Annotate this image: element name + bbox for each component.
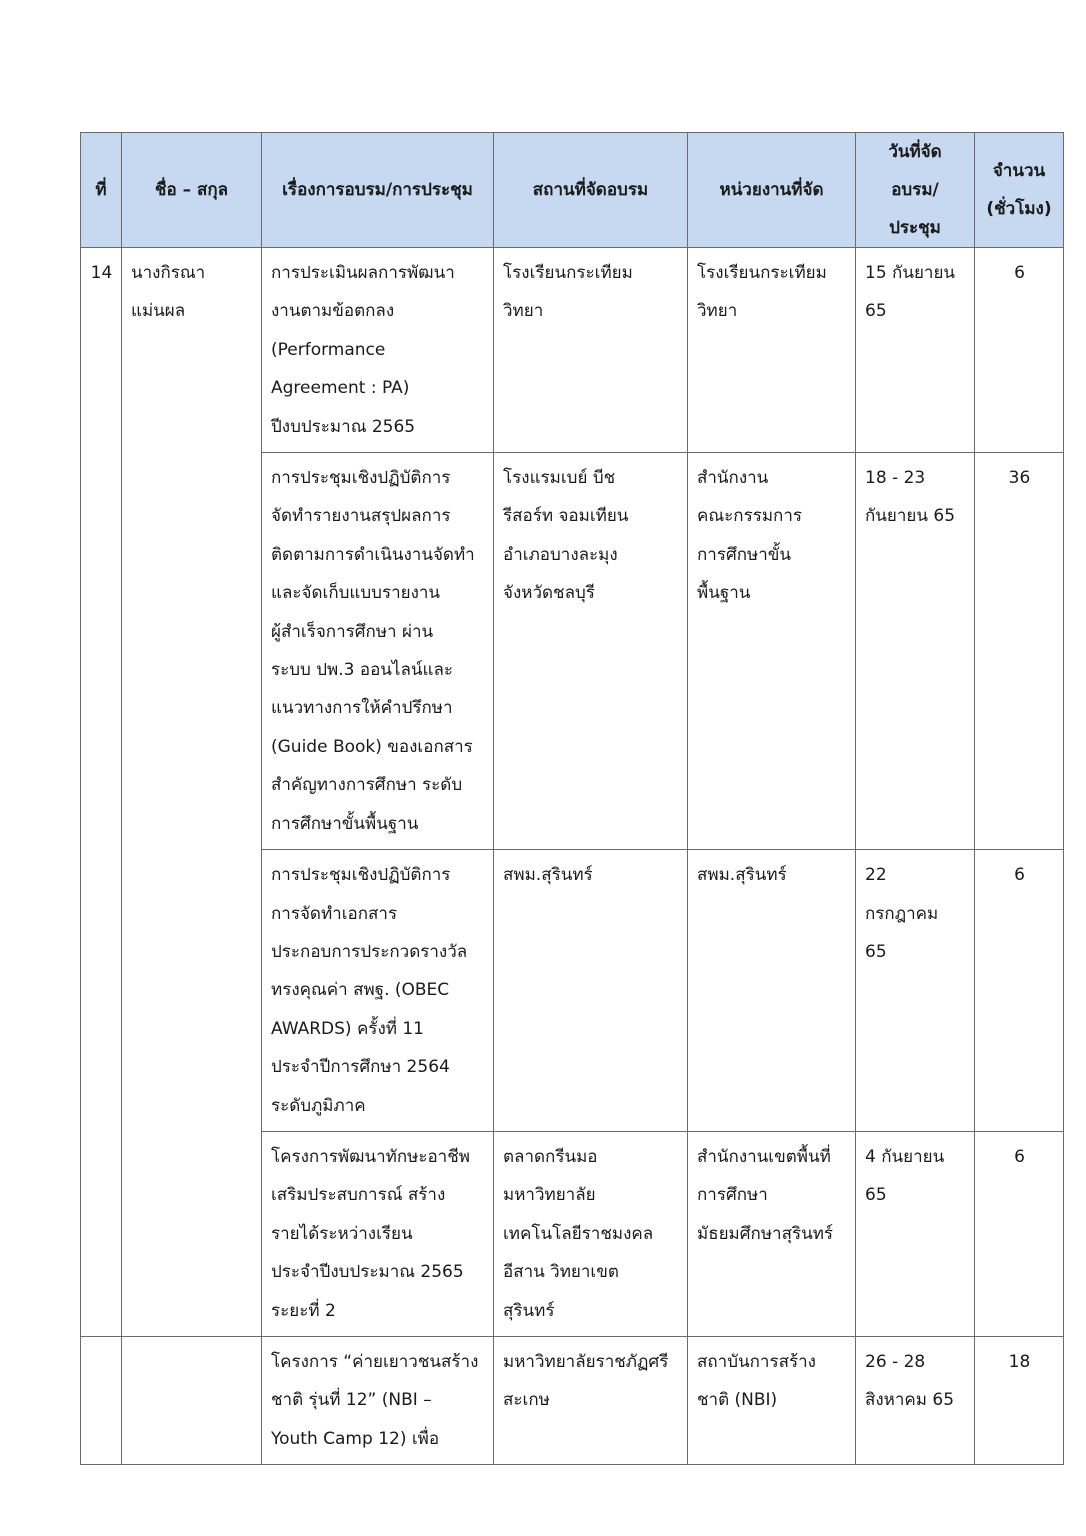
header-name: ชื่อ – สกุล <box>122 133 262 248</box>
venue-cell: สพม.สุรินทร์ <box>494 850 688 1132</box>
topic-cell: โครงการ “ค่ายเยาวชนสร้าง ชาติ รุ่นที่ 12” (NBI – Youth Camp 12) เพื่อ <box>262 1336 494 1464</box>
organizer-cell: สำนักงานเขตพื้นที่ การศึกษา มัธยมศึกษาสุรินทร์ <box>688 1131 856 1336</box>
hours-cell: 6 <box>975 248 1064 453</box>
venue-cell: โรงเรียนกระเทียม วิทยา <box>494 248 688 453</box>
hours-cell: 6 <box>975 1131 1064 1336</box>
header-date: วันที่จัด อบรม/ ประชุม <box>856 133 975 248</box>
date-cell: 26 - 28 สิงหาคม 65 <box>856 1336 975 1464</box>
topic-cell: การประชุมเชิงปฏิบัติการ จัดทำรายงานสรุปผลการ ติดตามการดำเนินงานจัดทำ และจัดเก็บแบบรายงาน ผู้สำเร็จการศึกษา ผ่าน ระบบ ปพ.3 ออนไลน์และ แนวทางการให้คำปรึกษา (Guide Book) ของเอกสาร สำคัญทางการศึกษา ระดับ การศึกษาขั้นพื้นฐาน <box>262 453 494 850</box>
date-cell: 18 - 23 กันยายน 65 <box>856 453 975 850</box>
table-row <box>81 1336 1064 1464</box>
person-name <box>122 1336 262 1464</box>
date-cell: 15 กันยายน 65 <box>856 248 975 453</box>
hours-cell: 18 <box>975 1336 1064 1464</box>
date-cell: 22 กรกฎาคม 65 <box>856 850 975 1132</box>
organizer-cell: สำนักงาน คณะกรรมการ การศึกษาขั้น พื้นฐาน <box>688 453 856 850</box>
organizer-cell: สถาบันการสร้าง ชาติ (NBI) <box>688 1336 856 1464</box>
organizer-cell: สพม.สุรินทร์ <box>688 850 856 1132</box>
topic-cell: การประชุมเชิงปฏิบัติการ การจัดทำเอกสาร ประกอบการประกวดรางวัล ทรงคุณค่า สพฐ. (OBEC AWARDS) ครั้งที่ 11 ประจำปีการศึกษา 2564 ระดับภูมิภาค <box>262 850 494 1132</box>
training-table <box>80 132 1064 1465</box>
person-name: นางกิรณา แม่นผล <box>122 248 262 1337</box>
header-organizer: หน่วยงานที่จัด <box>688 133 856 248</box>
header-hours: จำนวน (ชั่วโมง) <box>975 133 1064 248</box>
header-topic: เรื่องการอบรม/การประชุม <box>262 133 494 248</box>
row-number <box>81 1336 122 1464</box>
venue-cell: ตลาดกรีนมอ มหาวิทยาลัย เทคโนโลยีราชมงคล อีสาน วิทยาเขต สุรินทร์ <box>494 1131 688 1336</box>
date-cell: 4 กันยายน 65 <box>856 1131 975 1336</box>
topic-cell: โครงการพัฒนาทักษะอาชีพ เสริมประสบการณ์ สร้าง รายได้ระหว่างเรียน ประจำปีงบประมาณ 2565 ระยะที่ 2 <box>262 1131 494 1336</box>
hours-cell: 36 <box>975 453 1064 850</box>
table-row <box>81 248 1064 453</box>
row-number: 14 <box>81 248 122 1337</box>
venue-cell: โรงแรมเบย์ บีช รีสอร์ท จอมเทียน อำเภอบางละมุง จังหวัดชลบุรี <box>494 453 688 850</box>
header-no: ที่ <box>81 133 122 248</box>
header-venue: สถานที่จัดอบรม <box>494 133 688 248</box>
header-row <box>81 133 1064 248</box>
hours-cell: 6 <box>975 850 1064 1132</box>
topic-cell: การประเมินผลการพัฒนา งานตามข้อตกลง (Performance Agreement : PA) ปีงบประมาณ 2565 <box>262 248 494 453</box>
venue-cell: มหาวิทยาลัยราชภัฏศรี สะเกษ <box>494 1336 688 1464</box>
organizer-cell: โรงเรียนกระเทียม วิทยา <box>688 248 856 453</box>
